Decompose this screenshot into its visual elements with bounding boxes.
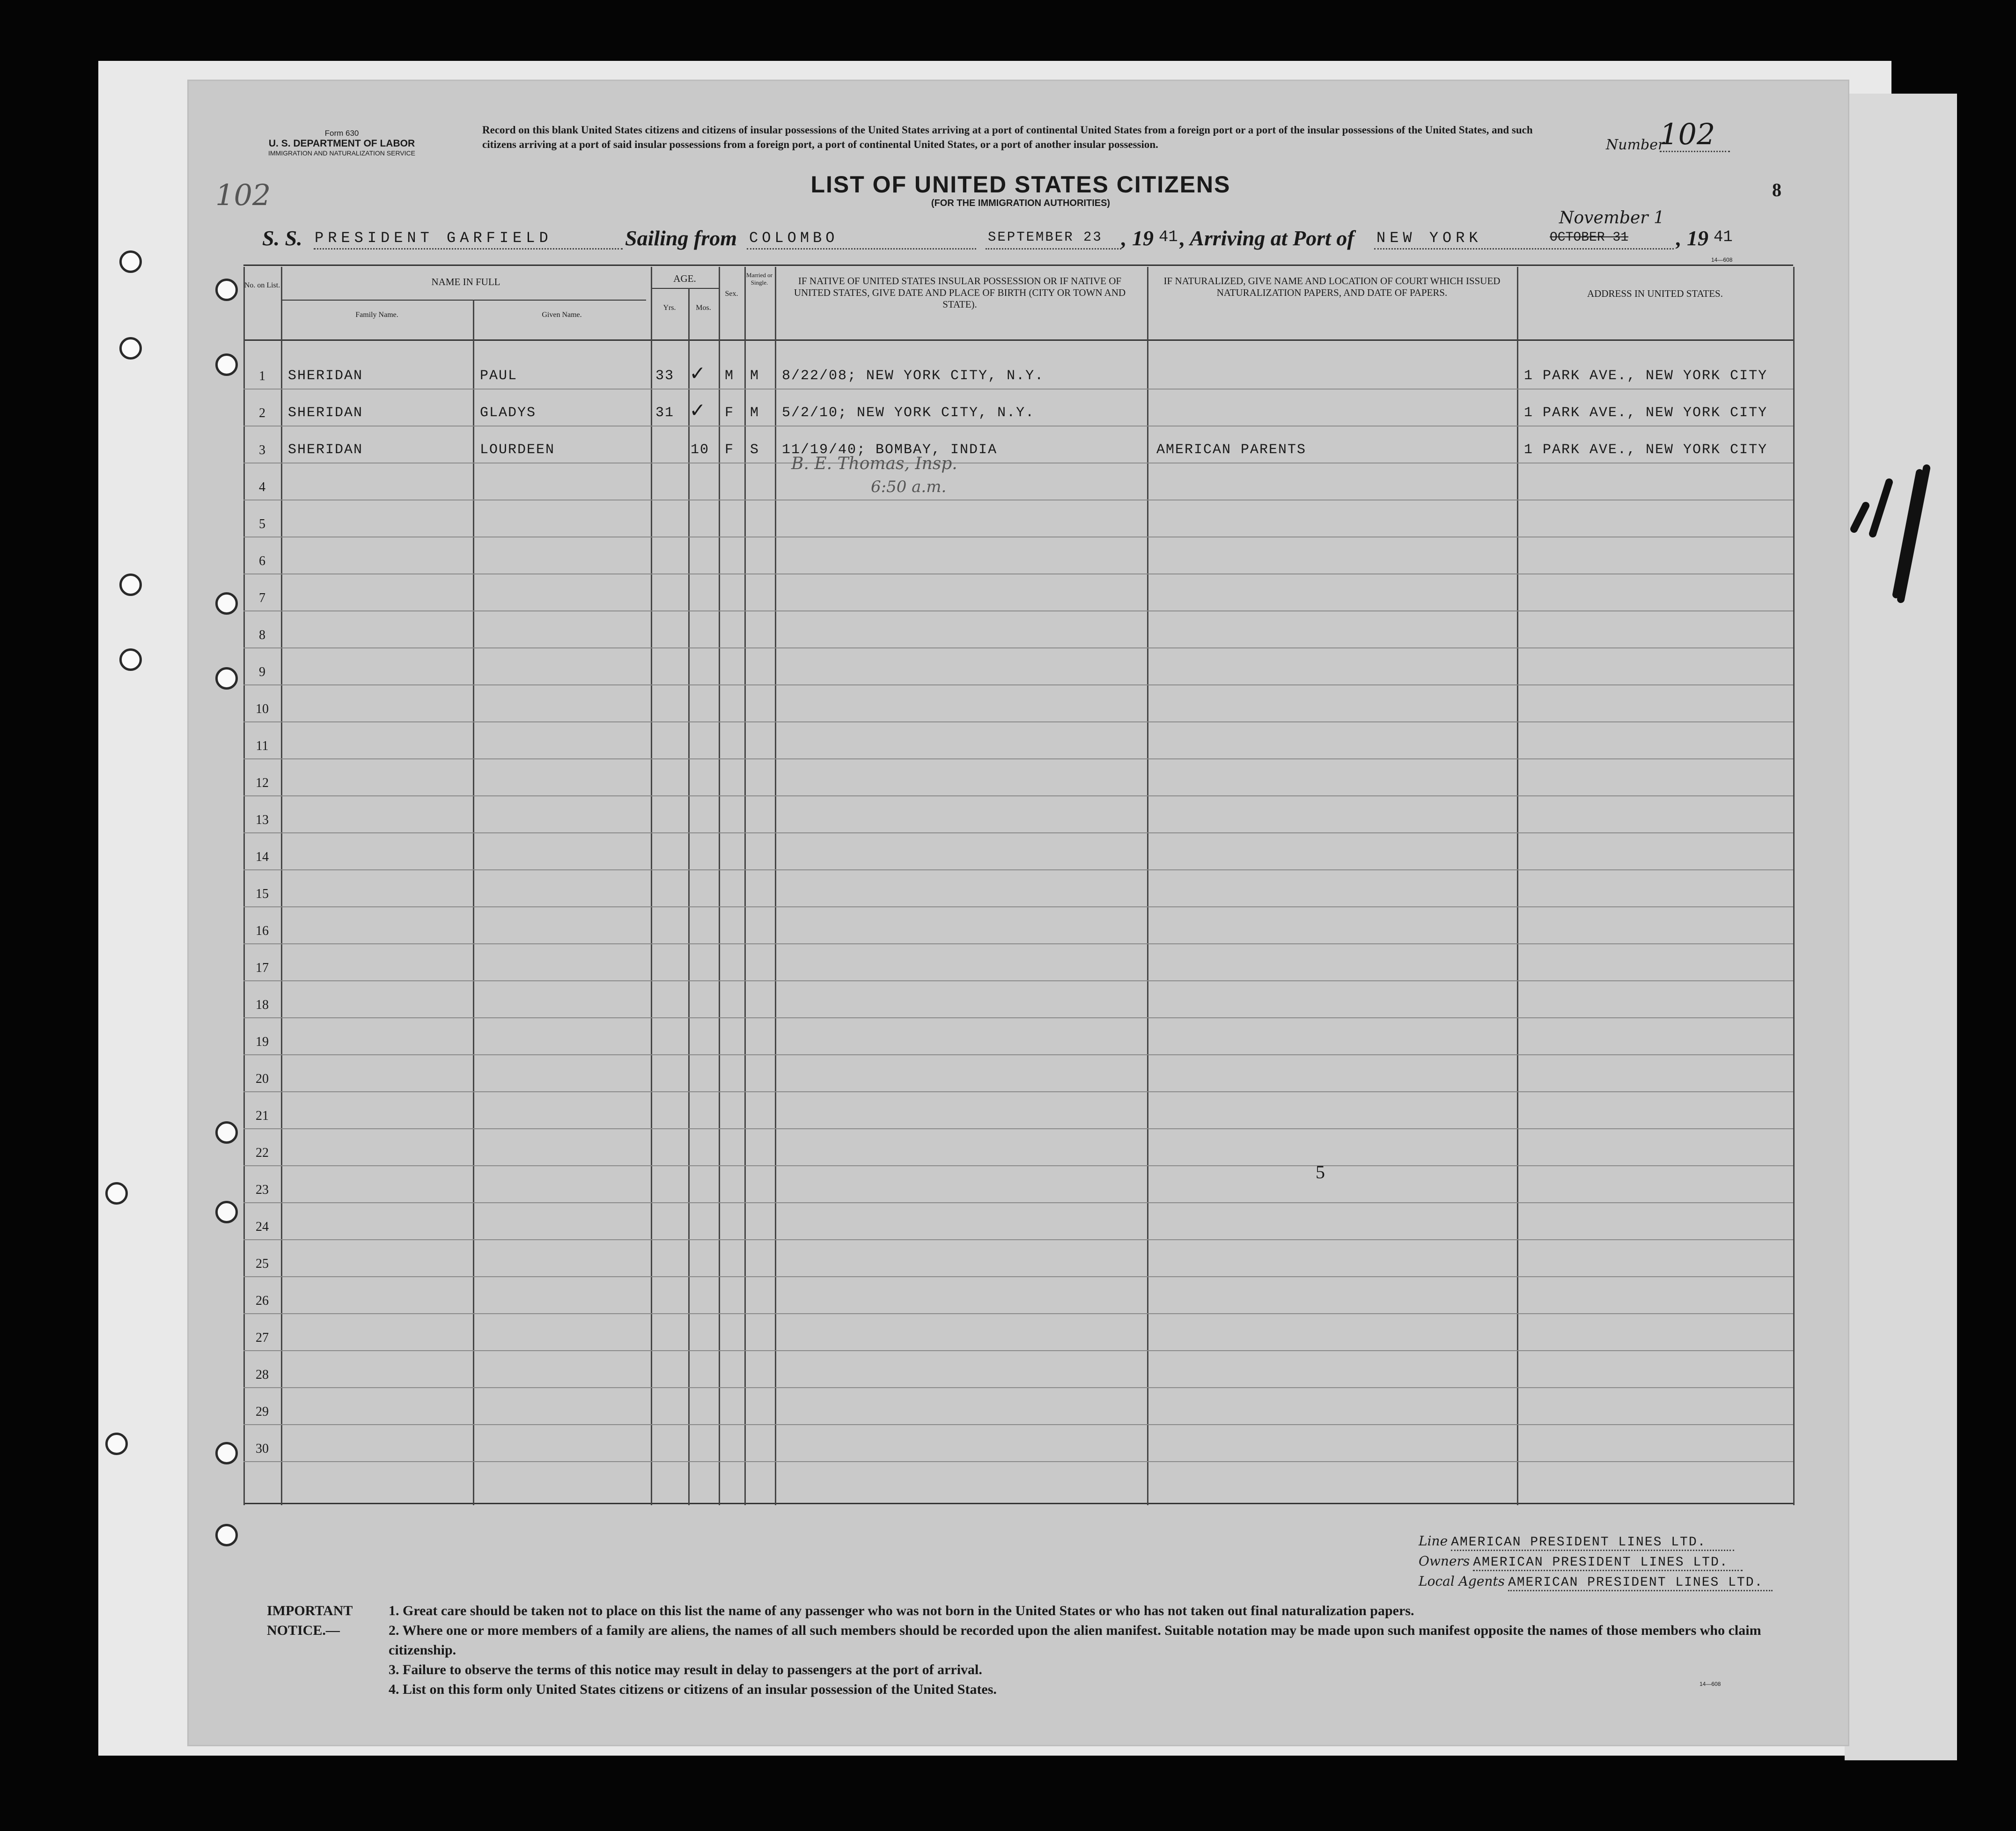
row-number: 1 <box>259 369 265 383</box>
arrival-date-handwritten: November 1 <box>1559 208 1664 228</box>
line-value: AMERICAN PRESIDENT LINES LTD. <box>1451 1535 1734 1551</box>
binder-hole <box>215 353 238 376</box>
address-cell: 1 PARK AVE., NEW YORK CITY <box>1524 405 1768 421</box>
notice-list <box>389 1601 1798 1699</box>
row-rule <box>243 1276 1793 1277</box>
page-title: LIST OF UNITED STATES CITIZENS <box>810 171 1231 198</box>
binder-hole <box>215 1442 238 1464</box>
hdr-yrs: Yrs. <box>663 304 676 312</box>
binder-hole <box>215 667 238 690</box>
stray-mark: 5 <box>1316 1162 1325 1183</box>
line-label: Line <box>1419 1533 1448 1549</box>
hdr-mos: Mos. <box>696 304 711 312</box>
col-rule <box>688 288 690 1505</box>
row-number: 19 <box>256 1035 269 1049</box>
col-rule <box>719 267 720 1505</box>
row-number: 18 <box>256 998 269 1012</box>
family-name-cell: SHERIDAN <box>288 405 363 421</box>
marital-status-cell: S <box>750 442 760 458</box>
marital-status-cell: M <box>750 405 760 421</box>
sailing-year: 41 <box>1159 228 1178 246</box>
row-rule <box>243 1054 1793 1055</box>
binder-hole <box>215 1121 238 1144</box>
naturalization-cell: AMERICAN PARENTS <box>1156 442 1307 458</box>
row-number: 4 <box>259 480 265 494</box>
row-number: 29 <box>256 1405 269 1419</box>
age-years-cell: 31 <box>655 405 675 421</box>
notice-item: 3. Failure to observe the terms of this notice may result in delay to passengers at the port of arrival. <box>389 1662 982 1677</box>
row-rule <box>243 943 1793 944</box>
hdr-name-in-full: NAME IN FULL <box>431 276 500 287</box>
row-number: 16 <box>256 924 269 938</box>
inspector-time: 6:50 a.m. <box>871 478 947 496</box>
notice-item: 1. Great care should be taken not to place on this list the name of any passenger who was not born in the United States or who has not taken out final naturalization papers. <box>389 1603 1414 1618</box>
owners-label: Owners <box>1419 1553 1470 1569</box>
notice-item: 4. List on this form only United States citizens or citizens of an insular possession of the United States. <box>389 1682 997 1697</box>
hdr-age: AGE. <box>673 273 696 284</box>
birth-cell: 8/22/08; NEW YORK CITY, N.Y. <box>782 368 1045 384</box>
date-underline <box>986 248 1121 250</box>
col-rule <box>744 267 746 1505</box>
row-rule <box>243 610 1793 611</box>
underlying-sheet <box>1845 94 1957 1760</box>
binder-hole <box>119 250 142 273</box>
col-rule <box>775 267 776 1505</box>
arrival-underline <box>1374 248 1674 250</box>
row-number: 9 <box>259 665 265 679</box>
department: U. S. DEPARTMENT OF LABOR <box>268 138 415 149</box>
form-number: Form 630 <box>324 129 359 138</box>
sex-cell: F <box>725 405 735 421</box>
table-header-rule <box>243 339 1793 341</box>
row-rule <box>243 758 1793 759</box>
number-label: Number <box>1606 137 1665 153</box>
row-number: 22 <box>256 1146 269 1160</box>
manifest-page <box>187 80 1849 1746</box>
service: IMMIGRATION AND NATURALIZATION SERVICE <box>268 149 415 157</box>
hdr-sex: Sex. <box>725 290 738 298</box>
binder-hole <box>105 1182 128 1205</box>
family-name-cell: SHERIDAN <box>288 442 363 458</box>
col-rule <box>281 267 282 1505</box>
sex-cell: M <box>725 368 735 384</box>
col-rule <box>1517 267 1518 1505</box>
address-cell: 1 PARK AVE., NEW YORK CITY <box>1524 368 1768 384</box>
birth-cell: 11/19/40; BOMBAY, INDIA <box>782 442 998 458</box>
notice-title: IMPORTANT NOTICE.— <box>267 1603 353 1638</box>
number-value: 102 <box>1660 117 1715 151</box>
hdr-birth: IF NATIVE OF UNITED STATES INSULAR POSSESSION OR IF NATIVE OF UNITED STATES, GIVE DATE AND PLACE OF BIRTH (CITY OR TOWN AND STATE). <box>794 275 1126 310</box>
arrival-date-struck: OCTOBER 31 <box>1550 230 1629 245</box>
binder-hole <box>119 574 142 596</box>
row-rule <box>243 795 1793 796</box>
sailing-label: Sailing from <box>625 226 737 250</box>
row-number: 12 <box>256 776 269 790</box>
page-subtitle: (FOR THE IMMIGRATION AUTHORITIES) <box>931 198 1111 208</box>
col-rule <box>1147 267 1148 1505</box>
row-number: 17 <box>256 961 269 975</box>
row-number: 24 <box>256 1220 269 1234</box>
age-subrule <box>651 288 719 289</box>
arrival-year: 41 <box>1714 228 1733 246</box>
sailing-port: COLOMBO <box>749 229 839 247</box>
given-name-cell: GLADYS <box>480 405 537 421</box>
ship-underline <box>314 248 623 250</box>
row-rule <box>243 647 1793 648</box>
owners-field <box>1419 1553 1743 1570</box>
binder-hole <box>215 1201 238 1223</box>
arrival-year-prefix: , 19 <box>1676 226 1708 250</box>
row-rule <box>243 1202 1793 1203</box>
row-number: 13 <box>256 813 269 827</box>
hdr-no-on-list: No. on List. <box>244 281 280 289</box>
row-number: 3 <box>259 443 265 457</box>
row-rule <box>243 906 1793 907</box>
port-underline <box>747 248 976 250</box>
title-block <box>609 171 1433 209</box>
hdr-given-name: Given Name. <box>542 311 582 319</box>
sex-cell: F <box>725 442 735 458</box>
row-rule <box>243 1017 1793 1018</box>
row-rule <box>243 389 1793 390</box>
name-subrule <box>281 300 646 301</box>
binder-hole <box>215 592 238 615</box>
row-number: 21 <box>256 1109 269 1123</box>
age-months-cell: 10 <box>691 442 710 458</box>
ship-name: PRESIDENT GARFIELD <box>315 229 552 247</box>
age-months-cell: ✓ <box>691 362 705 387</box>
row-rule <box>243 1313 1793 1314</box>
row-number: 5 <box>259 517 265 531</box>
line-field <box>1419 1533 1734 1550</box>
row-rule <box>243 684 1793 685</box>
row-number: 30 <box>256 1441 269 1456</box>
row-rule <box>243 1350 1793 1351</box>
given-name-cell: LOURDEEN <box>480 442 555 458</box>
binder-hole <box>215 1524 238 1546</box>
col-rule <box>1793 267 1795 1505</box>
inspector-signature: B. E. Thomas, Insp. <box>791 454 957 473</box>
binder-hole <box>215 279 238 301</box>
address-cell: 1 PARK AVE., NEW YORK CITY <box>1524 442 1768 458</box>
birth-cell: 5/2/10; NEW YORK CITY, N.Y. <box>782 405 1035 421</box>
row-rule <box>243 1165 1793 1166</box>
row-rule <box>243 721 1793 722</box>
family-name-cell: SHERIDAN <box>288 368 363 384</box>
row-number: 2 <box>259 406 265 420</box>
binder-hole <box>105 1433 128 1455</box>
ss-label: S. S. <box>262 226 302 250</box>
arrival-port: NEW YORK <box>1376 229 1482 247</box>
binder-hole <box>119 337 142 360</box>
owners-value: AMERICAN PRESIDENT LINES LTD. <box>1473 1555 1742 1571</box>
agents-field <box>1419 1574 1773 1590</box>
row-number: 6 <box>259 554 265 568</box>
col-rule <box>473 300 474 1505</box>
given-name-cell: PAUL <box>480 368 518 384</box>
row-rule <box>243 1424 1793 1425</box>
instructions: Record on this blank United States citizens and citizens of insular possessions of the United States arriving at a port of continental United States from a foreign port or a port of the insular possessions of the United States, and such citizens arriving at a port of said insular possessions from a foreign port, a port of continental United States, or a port of another insular possession. <box>482 124 1533 150</box>
row-rule <box>243 1239 1793 1240</box>
page-number: 8 <box>1772 179 1781 200</box>
row-number: 26 <box>256 1294 269 1308</box>
row-rule <box>243 1461 1793 1462</box>
row-rule <box>243 1387 1793 1388</box>
row-number: 14 <box>256 850 269 864</box>
age-months-cell: ✓ <box>691 399 705 424</box>
row-rule <box>243 1091 1793 1092</box>
row-number: 11 <box>256 739 269 753</box>
hdr-address: ADDRESS IN UNITED STATES. <box>1587 288 1723 299</box>
row-number: 15 <box>256 887 269 901</box>
agents-value: AMERICAN PRESIDENT LINES LTD. <box>1508 1575 1773 1591</box>
table-top-rule <box>243 265 1793 266</box>
number-underline <box>1660 151 1730 152</box>
row-rule <box>243 869 1793 870</box>
margin-number: 102 <box>215 178 271 212</box>
row-number: 23 <box>256 1183 269 1197</box>
printer-code-bottom: 14—608 <box>1700 1681 1721 1687</box>
sailing-date: SEPTEMBER 23 <box>988 229 1103 245</box>
row-number: 8 <box>259 628 265 642</box>
row-number: 27 <box>256 1331 269 1345</box>
table-bottom-rule <box>243 1503 1793 1504</box>
hdr-naturalized: IF NATURALIZED, GIVE NAME AND LOCATION OF COURT WHICH ISSUED NATURALIZATION PAPERS, AND DATE OF PAPERS. <box>1163 275 1501 298</box>
notice-item: 2. Where one or more members of a family are aliens, the names of all such members should be recorded upon the alien manifest. Suitable notation may be made upon such manifest opposite the names of those members who claim citizenship. <box>389 1623 1761 1658</box>
age-years-cell: 33 <box>655 368 675 384</box>
binder-hole <box>119 648 142 671</box>
hdr-married-or-single: Married or Single. <box>746 272 773 286</box>
row-number: 7 <box>259 591 265 605</box>
row-number: 25 <box>256 1257 269 1271</box>
row-number: 10 <box>256 702 269 716</box>
col-rule <box>651 267 652 1505</box>
crayon-mark <box>1845 454 1938 604</box>
row-rule <box>243 832 1793 833</box>
arriving-label: , Arriving at Port of <box>1180 226 1354 250</box>
row-rule <box>243 1128 1793 1129</box>
sailing-year-prefix: , 19 <box>1121 226 1154 250</box>
row-number: 28 <box>256 1368 269 1382</box>
marital-status-cell: M <box>750 368 760 384</box>
row-rule <box>243 980 1793 981</box>
hdr-family-name: Family Name. <box>355 311 398 319</box>
row-number: 20 <box>256 1072 269 1086</box>
form-header <box>243 129 440 157</box>
agents-label: Local Agents <box>1419 1574 1505 1589</box>
printer-code-top: 14—608 <box>1711 257 1733 263</box>
